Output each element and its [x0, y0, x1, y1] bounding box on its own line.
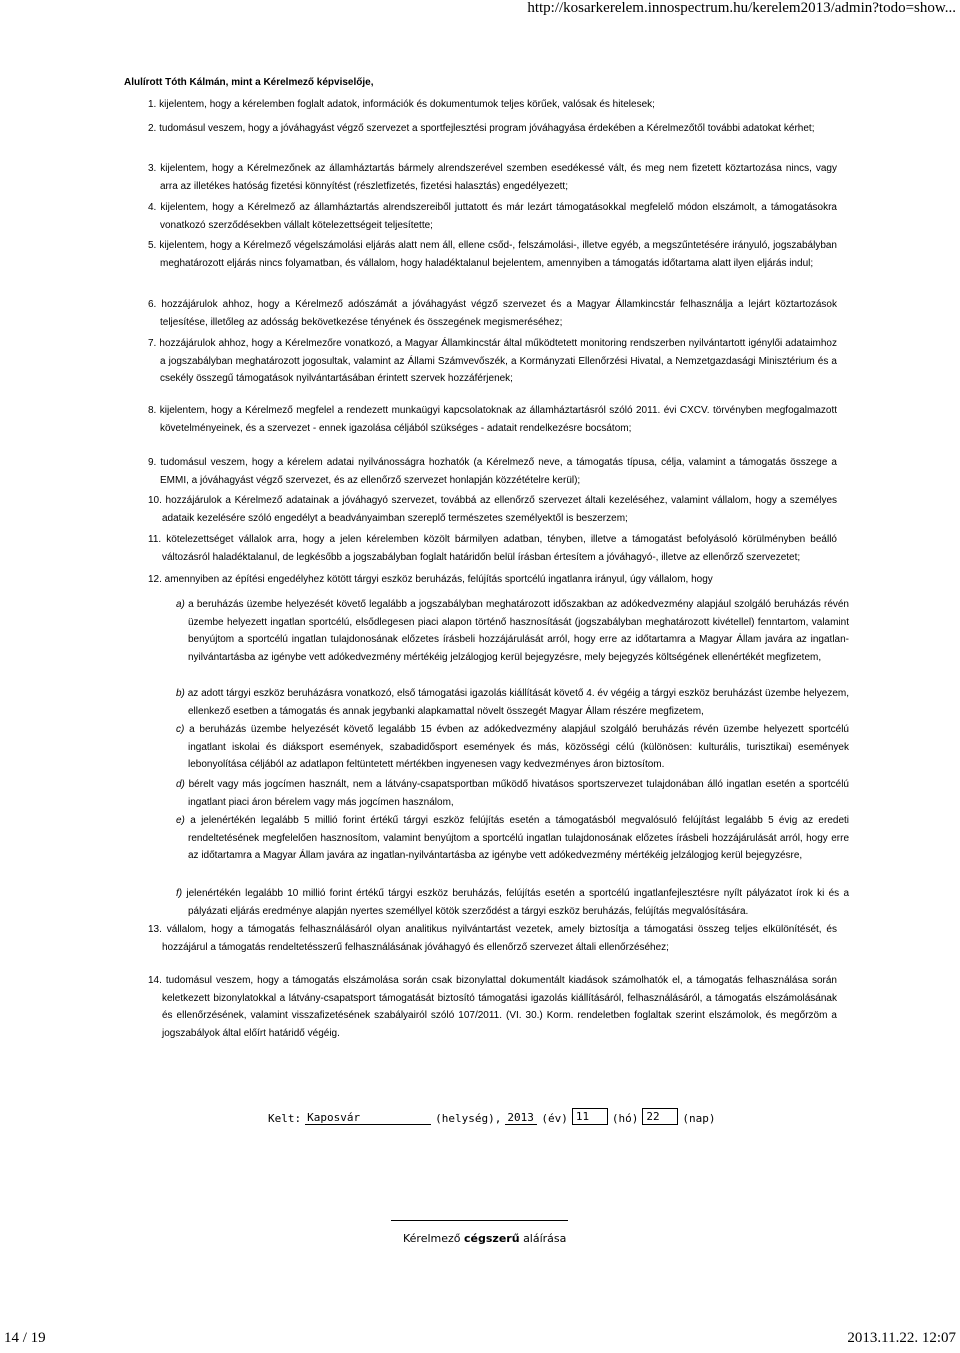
- sub-item-d: [176, 776, 849, 811]
- declaration-item-2: 2. tudomásul veszem, hogy a jóváhagyást végző szervezet a sportfejlesztési program jóváhagyása érdekében a Kérelmezőtől további adatokat kérhet;: [148, 123, 815, 134]
- day-label: (nap): [682, 1112, 716, 1125]
- sub-item-text: a beruházás üzembe helyezését követő legalább 15 évben az adókedvezmény alapjául szolgáló beruházás révén üzembe helyezett sportcélú ingatlant iskolai és diáksport események, szabadidősport események és más, közösségi célú (különösen: kulturális, turisztikai) események lebonyolítása céljából az adatlapon feltüntetett mértékben ingyenesen vagy kedvezményes áron biztosítom.: [188, 724, 849, 770]
- declaration-item-9: 9. tudomásul veszem, hogy a kérelem adatai nyilvánosságra hozhatók (a Kérelmező neve, a támogatás típusa, célja, valamint a támogatás összege a EMMI, a jóváhagyást végző szervezet, és az ellenőrző szervezet honlapján közzétételre kerül);: [148, 457, 837, 486]
- page-url-header: http://kosarkerelem.innospectrum.hu/kerelem2013/admin?todo=show...: [527, 0, 956, 16]
- signature-prefix: Kérelmező: [403, 1232, 461, 1245]
- sub-item-f: [176, 885, 849, 920]
- year-label: (év): [541, 1112, 568, 1125]
- declaration-item-1: 1. kijelentem, hogy a kérelemben foglalt adatok, információk és dokumentumok teljes körűek, valósak és hitelesek;: [148, 99, 655, 110]
- sub-item-text: a jelenértékén legalább 5 millió forint értékű tárgyi eszköz felújítás esetén a támogatásból megvalósuló felújítást legalább 5 évig az eredeti rendeltetésének megfelelően hasznosítom, valamint benyújtom a sportcélú ingatlan tulajdonosának előzetes írásbeli hozzájárulását arról, hogy erre az időtartamra a Magyar Állam javára az ingatlan-nyilvántartásba az igénybe vett adókedvezmény mértékéig jelzálogjog kerül bejegyzésre,: [188, 815, 850, 861]
- place-label: (helység),: [435, 1112, 502, 1125]
- sub-item-a: [176, 596, 849, 666]
- declaration-item-8: 8. kijelentem, hogy a Kérelmező megfelel a rendezett munkaügyi kapcsolatoknak az államháztartásról szóló 2011. évi CXCV. törvényben megfogalmazott követelményeinek, és a szervezet - ennek igazolása céljából szükséges - adatait rendelkezésre bocsátom;: [148, 405, 837, 434]
- date-line: [268, 1108, 715, 1125]
- declaration-item-11: 11. kötelezettséget vállalok arra, hogy a jelen kérelemben közölt bármilyen adatban, tényben, illetve a támogatást befolyásoló körülményben beálló változásról haladéktalanul, de legkésőbb a jogszabályban foglalt határidőn belül írásban értesítem a jóváhagyó-, illetve az ellenőrző szervezetet;: [148, 534, 837, 563]
- declaration-item-12: 12. amennyiben az építési engedélyhez kötött tárgyi eszköz beruházás, felújítás sportcélú ingatlanra irányul, úgy vállalom, hogy: [148, 574, 713, 585]
- sub-item-text: jelenértékén legalább 10 millió forint értékű tárgyi eszköz beruházás, felújítás esetén a sportcélú ingatlanfejlesztésre nyílt pályázatot írok ki és a pályázati eljárás eredménye alapján nyertes személlyel kötök szerződést a tárgyi eszköz beruházás, felújítás megvalósítására.: [186, 888, 850, 917]
- sub-item-c: [176, 721, 849, 774]
- month-field[interactable]: 11: [572, 1108, 608, 1125]
- declaration-item-13: 13. vállalom, hogy a támogatás felhasználásáról olyan analitikus nyilvántartást vezetek, amely biztosítja a támogatási összeg teljes elkülönítését, és hozzájárul a támogatás rendeltetésszerű felhasználásának jóváhagyó és ellenőrző szervezet általi ellenőrzéséhez;: [148, 924, 837, 953]
- sub-item-letter: b): [176, 688, 185, 699]
- place-field[interactable]: Kaposvár: [305, 1111, 431, 1125]
- declaration-item-7: 7. hozzájárulok ahhoz, hogy a Kérelmezőre vonatkozó, a Magyar Államkincstár által működtetett monitoring rendszerben nyilvántartott igénylői adataimhoz a jogszabályban meghatározott jogosultak, valamint az Állami Számvevőszék, a Kormányzati Ellenőrzési Hivatal, a Nemzetgazdasági Minisztérium és a csekély összegű támogatások nyilvántartásában érintett szervek hozzáférjenek;: [148, 338, 837, 384]
- sub-item-letter: f): [176, 888, 183, 899]
- sub-item-letter: c): [176, 724, 185, 735]
- page-number: 14 / 19: [4, 1330, 46, 1346]
- sub-item-b: [176, 685, 849, 720]
- day-field[interactable]: 22: [642, 1108, 678, 1125]
- sub-item-letter: e): [176, 815, 185, 826]
- declaration-item-10: 10. hozzájárulok a Kérelmező adatainak a jóváhagyó szervezet, továbbá az ellenőrző szervezet általi kezeléséhez, valamint vállalom, hogy a személyes adataik kezelésére szóló engedélyt a beadványaimban szereplő természetes személyektől is beszerzem;: [148, 495, 837, 524]
- kelt-label: Kelt:: [268, 1112, 302, 1125]
- intro-line: Alulírott Tóth Kálmán, mint a Kérelmező képviselője,: [124, 77, 374, 88]
- declaration-item-5: 5. kijelentem, hogy a Kérelmező végelszámolási eljárás alatt nem áll, ellene csőd-, felszámolási-, illetve egyéb, a megszűntetésére irányuló, jogszabályban meghatározott eljárás nincs folyamatban, és vállalom, hogy haladéktalanul bejelentem, amennyiben a támogatás időtartama alatt ilyen eljárás indul;: [148, 240, 837, 269]
- sub-item-letter: a): [176, 599, 185, 610]
- signature-suffix: aláírása: [523, 1232, 567, 1245]
- year-field[interactable]: 2013: [505, 1111, 537, 1125]
- sub-item-letter: d): [176, 779, 185, 790]
- signature-bold: cégszerű: [464, 1232, 520, 1245]
- declaration-item-14: 14. tudomásul veszem, hogy a támogatás elszámolása során csak bizonylattal dokumentált kiadások számolhatók el, a támogatás felhasználása során keletkezett bizonylatokkal a látvány-csapatsport támogatását biztosító támogatási igazolás kiállításáról, felhasználásáról, a támogatás elszámolásának és ellenőrzésének, valamint visszafizetésének szabályairól szóló 107/2011. (VI. 30.) Korm. rendeletben foglaltak szerint elszámolok, és megőrzöm a jogszabályok által előírt határidő végéig.: [148, 975, 837, 1039]
- sub-item-text: a beruházás üzembe helyezését követő legalább a jogszabályban meghatározott időszakban az adókedvezmény alapjául szolgáló beruházás révén üzembe helyezett ingatlan sportcélú, elsődlegesen piaci alapon történő hasznosítását (jogszabályban meghatározott kivétellel) fenntartom, valamint benyújtom a sportcélú ingatlan tulajdonosának előzetes írásbeli hozzájárulását arról, hogy erre az időtartamra a Magyar Állam javára az ingatlan-nyilvántartásba az igénybe vett adókedvezmény mértékéig jelzálogjog kerül bejegyzésre, mely bejegyzés költségének ellenértékét megfizetem,: [188, 599, 849, 663]
- sub-item-text: bérelt vagy más jogcímen használt, nem a látvány-csapatsportban működő hivatásos sportszervezet tulajdonában álló ingatlan esetén a sportcélú ingatlant piaci áron bérelem vagy más jogcímen használom,: [188, 779, 849, 808]
- sub-item-text: az adott tárgyi eszköz beruházásra vonatkozó, első támogatási igazolás kiállítását követő 4. év végéig a tárgyi eszköz beruházást üzembe helyezem, ellenkező esetben a támogatás és annak jegybanki alapkamattal növelt összegét Magyar Állam részére megfizetem,: [187, 688, 849, 717]
- sub-item-e: [176, 812, 849, 865]
- signature-label: [403, 1232, 566, 1245]
- declaration-item-4: 4. kijelentem, hogy a Kérelmező az államháztartás alrendszereiből juttatott és már lezárt támogatásokkal megfelelő módon elszámolt, a támogatásokra vonatkozó szerződésekben vállalt kötelezettségeit teljesítette;: [148, 202, 837, 231]
- month-label: (hó): [611, 1112, 639, 1125]
- declaration-item-3: 3. kijelentem, hogy a Kérelmezőnek az államháztartás bármely alrendszerével szemben esedékessé vált, és meg nem fizetett köztartozása nincs, vagy arra az illetékes hatóság fizetési könnyítést (részletfizetés, fizetési halasztás) engedélyezett;: [148, 163, 837, 192]
- print-datetime: 2013.11.22. 12:07: [847, 1330, 956, 1346]
- signature-line: [391, 1220, 568, 1221]
- declaration-item-6: 6. hozzájárulok ahhoz, hogy a Kérelmező adószámát a jóváhagyást végző szervezet és a Magyar Államkincstár felhasználja a lejárt köztartozások teljesítése, illetőleg az adósság bekövetkezése tényének és összegének megismeréséhez;: [148, 299, 837, 328]
